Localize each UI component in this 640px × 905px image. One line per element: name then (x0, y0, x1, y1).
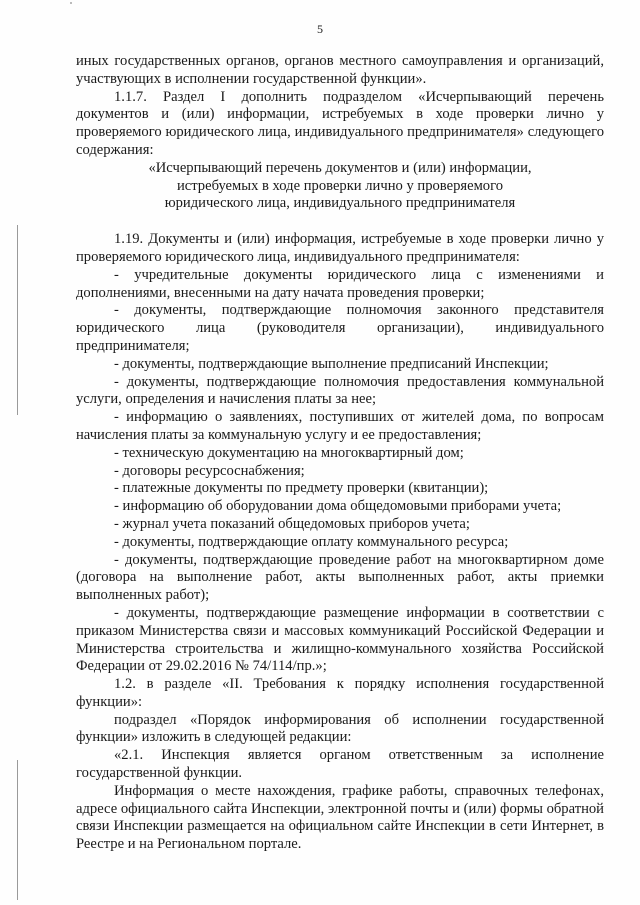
list-item: - платежные документы по предмету проверки (квитанции); (114, 480, 489, 497)
list-item: - информацию об оборудовании дома общедомовыми приборами учета; (114, 498, 562, 515)
document-body (76, 53, 604, 854)
paragraph: 1.2. в разделе «II. Требования к порядку исполнения государственной функции»: (76, 676, 604, 710)
list-item: - документы, подтверждающие оплату коммунального ресурса; (114, 533, 509, 550)
list-item: - документы, подтверждающие полномочия законного представителя юридического лица (руководителя организации), индивидуального предпринимателя; (76, 302, 604, 354)
list-item: - техническую документацию на многоквартирный дом; (114, 444, 464, 461)
list-item: - договоры ресурсоснабжения; (114, 462, 305, 479)
scan-margin-line (17, 225, 18, 415)
paragraph: Информация о месте нахождения, графике работы, справочных телефонах, адресе официального сайта Инспекции, электронной почты и (или) формы обратной связи Инспекции размещается на официальном сайте Инспекции в сети Интернет, в Реестре и на Региональном портале. (76, 782, 604, 853)
paragraph: 1.1.7. Раздел I дополнить подразделом «Исчерпывающий перечень документов и (или) информации, истребуемых в ходе проверки лично у проверяемого юридического лица, индивидуального предпринимателя» следующего содержания: (76, 88, 604, 158)
list-item: - документы, подтверждающие размещение информации в соответствии с приказом Министерства связи и массовых коммуникаций Российской Федерации и Министерства строительства и жилищно-коммунального хозяйства Российской Федерации от 29.02.2016 № 74/114/пр.»; (76, 604, 604, 675)
paragraph: 1.19. Документы и (или) информация, истребуемые в ходе проверки лично у проверяемого юридического лица, индивидуального предпринимателя: (76, 231, 604, 265)
paragraph: подраздел «Порядок информирования об исполнении государственной функции» изложить в следующей редакции: (76, 711, 604, 746)
subsection-heading: «Исчерпывающий перечень документов и (или) информации, истребуемых в ходе проверки лично у проверяемого юридического лица, индивидуального предпринимателя (148, 159, 532, 212)
list-item: - учредительные документы юридического лица с изменениями и дополнениями, внесенными на дату начата проведения проверки; (76, 266, 604, 301)
paragraph: «2.1. Инспекция является органом ответственным за исполнение государственной функции. (76, 747, 604, 782)
paragraph: иных государственных органов, органов местного самоуправления и организаций, участвующих в исполнении государственной функции». (76, 53, 604, 87)
list-item: - документы, подтверждающие полномочия предоставления коммунальной услуги, определения и начисления платы за нее; (76, 373, 604, 408)
list-item: - документы, подтверждающие проведение работ на многоквартирном доме (договора на выполнение работ, акты выполненных работ, акты приемки выполненных работ); (76, 551, 604, 604)
list-item: - информацию о заявлениях, поступивших от жителей дома, по вопросам начисления платы за коммунальную услугу и ее предоставления; (76, 409, 604, 443)
scan-speck (70, 2, 72, 4)
page-number: 5 (317, 22, 323, 36)
list-item: - документы, подтверждающие выполнение предписаний Инспекции; (114, 355, 549, 372)
scan-margin-line (17, 760, 18, 900)
spacer (76, 213, 604, 231)
list-item: - журнал учета показаний общедомовых приборов учета; (114, 515, 470, 532)
